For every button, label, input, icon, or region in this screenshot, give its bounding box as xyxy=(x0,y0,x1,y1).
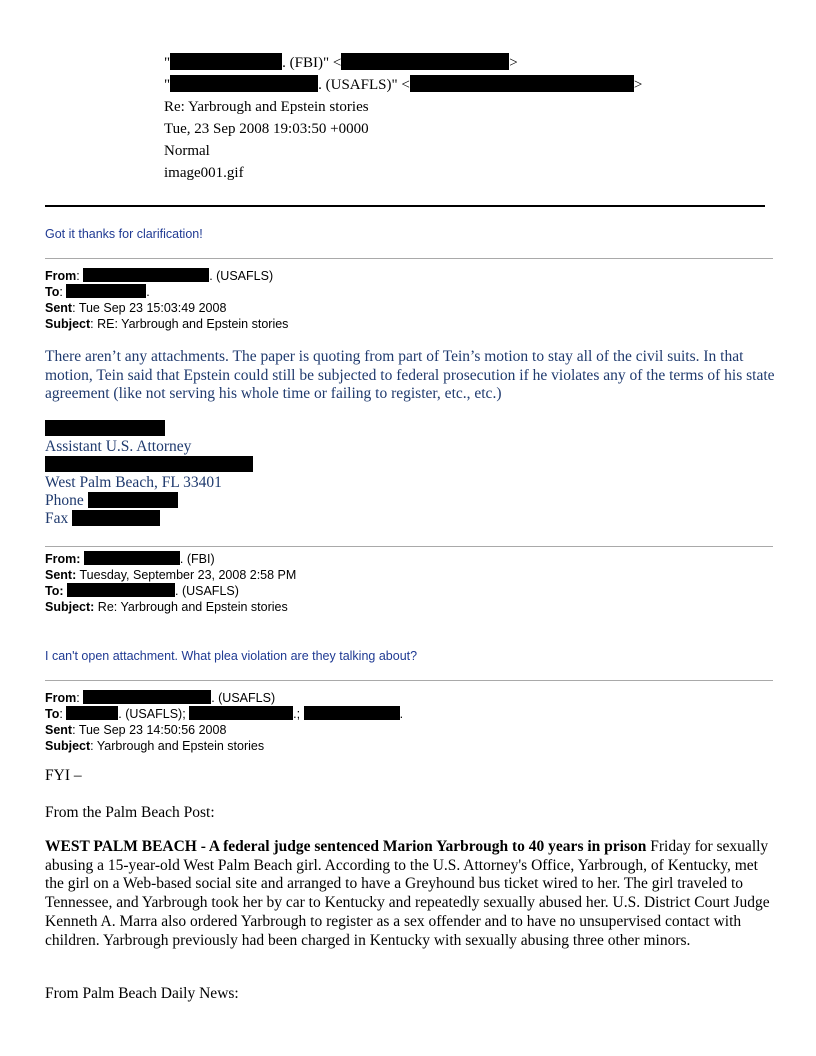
message-divider xyxy=(45,258,773,259)
message-body: I can't open attachment. What plea violation are they talking about? xyxy=(45,649,418,663)
redaction xyxy=(170,53,282,70)
redaction xyxy=(341,53,509,70)
header-importance: Normal xyxy=(164,143,210,159)
header-divider xyxy=(45,205,765,207)
redaction xyxy=(83,690,211,704)
signature-city: West Palm Beach, FL 33401 xyxy=(45,474,222,491)
redaction xyxy=(410,75,634,92)
article-paragraph xyxy=(45,838,775,950)
header-inline-images: image001.gif xyxy=(164,165,244,181)
message-divider xyxy=(45,546,773,547)
redaction xyxy=(67,583,175,597)
redaction xyxy=(72,510,160,526)
redaction xyxy=(84,551,180,565)
reply-text: Got it thanks for clarification! xyxy=(45,227,203,241)
message-header: From: . (USAFLS) To: . Sent: Tue Sep 23 15:03:49 2008 Subject: RE: Yarbrough and Epstein stories xyxy=(45,269,289,331)
header-date: Tue, 23 Sep 2008 19:03:50 +0000 xyxy=(164,121,369,137)
message-divider xyxy=(45,680,773,681)
signature-title: Assistant U.S. Attorney xyxy=(45,438,192,455)
redaction xyxy=(170,75,318,92)
redaction xyxy=(88,492,178,508)
fyi-text: FYI – xyxy=(45,767,82,784)
message-body: There aren’t any attachments. The paper is quoting from part of Tein’s motion to stay all of the civil suits. In that motion, Tein said that Epstein could still be subjected to federal prosecution if he violates any of the terms of his state agreement (like not serving his whole time or failing to register, etc., etc.) xyxy=(45,348,775,403)
source-line: From Palm Beach Daily News: xyxy=(45,985,239,1002)
redaction xyxy=(66,284,146,298)
redaction xyxy=(304,706,400,720)
signature-block: Assistant U.S. Attorney West Palm Beach, FL 33401 Phone Fax xyxy=(45,420,253,528)
header-subject: Re: Yarbrough and Epstein stories xyxy=(164,99,369,115)
redaction xyxy=(189,706,293,720)
article-lead: WEST PALM BEACH - A federal judge sentenced Marion Yarbrough to 40 years in prison xyxy=(45,838,647,855)
redaction xyxy=(83,268,209,282)
article-body: Friday for sexually abusing a 15-year-old West Palm Beach girl. According to the U.S. Attorney's Office, Yarbrough, of Kentucky, met the girl on a Web-based social site and arranged to have a Greyhound bus ticket wired to her. The girl traveled to Tennessee, and Yarbrough took her by car to Kentucky and repeatedly sexually abused her. U.S. District Court Judge Kenneth A. Marra also ordered Yarbrough to register as a sex offender and to have no unsupervised contact with children. Yarbrough previously had been charged in Kentucky with sexually abusing three other minors. xyxy=(45,838,770,949)
message-header: From: . (USAFLS) To: . (USAFLS); .; . Sent: Tue Sep 23 14:50:56 2008 Subject: Yarbrough and Epstein stories xyxy=(45,691,404,753)
redaction xyxy=(45,420,165,436)
redaction xyxy=(45,456,253,472)
source-line: From the Palm Beach Post: xyxy=(45,804,215,821)
message-header: From: . (FBI) Sent: Tuesday, September 23, 2008 2:58 PM To: . (USAFLS) Subject: Re: Yarbrough and Epstein stories xyxy=(45,552,297,614)
redaction xyxy=(66,706,118,720)
